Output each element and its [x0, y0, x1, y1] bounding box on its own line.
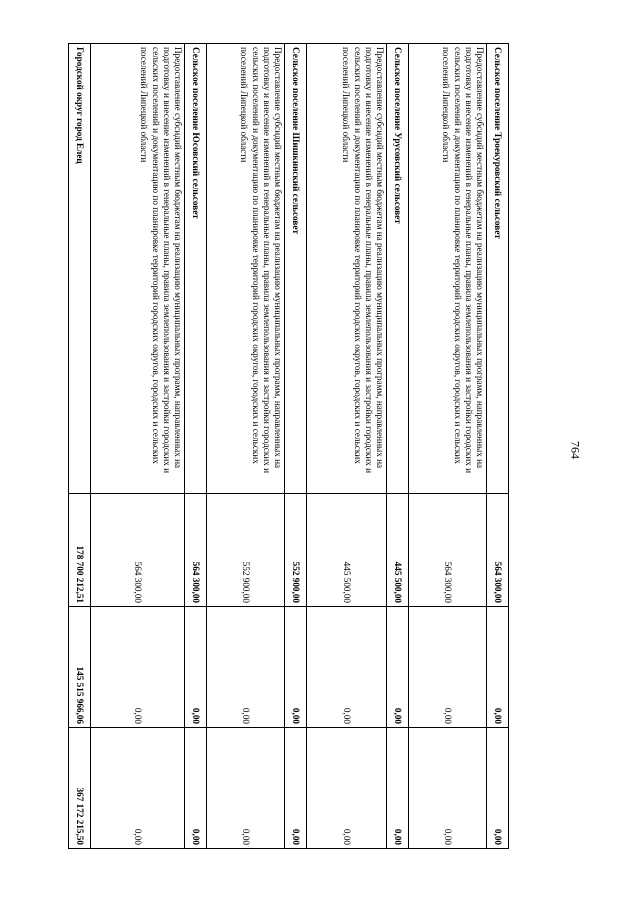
table-row-troekurovsky-detail — [409, 44, 487, 849]
row-value-3: 0,00 — [307, 728, 387, 849]
row-name: Сельское поселение Троекуровский сельсовет — [487, 44, 509, 494]
rotated-table-wrapper — [69, 43, 509, 848]
row-value-1: 552 900,00 — [285, 494, 307, 607]
table-row-shishkinsky — [285, 44, 307, 849]
row-value-3: 0,00 — [207, 728, 285, 849]
row-value-3: 0,00 — [387, 728, 409, 849]
row-value-2: 0,00 — [409, 607, 487, 728]
table-row-urusovsky-detail — [307, 44, 387, 849]
row-name: Сельское поселение Юсовский сельсовет — [185, 44, 207, 494]
table-row-yusovsky — [185, 44, 207, 849]
row-value-1: 564 300,00 — [91, 494, 185, 607]
row-value-1: 445 500,00 — [387, 494, 409, 607]
row-name: Сельское поселение Урусовский сельсовет — [387, 44, 409, 494]
row-value-2: 145 515 966,06 — [69, 607, 91, 728]
row-value-3: 0,00 — [487, 728, 509, 849]
table-row-troekurovsky — [487, 44, 509, 849]
row-value-2: 0,00 — [285, 607, 307, 728]
page-number: 764 — [568, 441, 583, 459]
row-name: Городской округ город Елец — [69, 44, 91, 494]
row-value-2: 0,00 — [307, 607, 387, 728]
row-value-1: 564 300,00 — [487, 494, 509, 607]
table-rotation-frame — [69, 43, 509, 848]
table-row-elets-total — [69, 44, 91, 849]
row-value-2: 0,00 — [91, 607, 185, 728]
row-value-2: 0,00 — [207, 607, 285, 728]
row-name: Предоставление субсидий местным бюджетам на реализацию муниципальных программ, направленных на подготовку и внесение изменений в генеральные планы, правила землепользования и застройки городских и сельских поселений и документацию по планировке территорий городских округов, городских и сельских поселений Липецкой области — [307, 44, 387, 494]
row-name: Сельское поселение Шишкинский сельсовет — [285, 44, 307, 494]
table-row-yusovsky-detail — [91, 44, 185, 849]
budget-table — [68, 43, 509, 849]
row-name: Предоставление субсидий местным бюджетам на реализацию муниципальных программ, направленных на подготовку и внесение изменений в генеральные планы, правила землепользования и застройки городских и сельских поселений и документацию по планировке территорий городских округов, городских и сельских поселений Липецкой области — [207, 44, 285, 494]
row-name: Предоставление субсидий местным бюджетам на реализацию муниципальных программ, направленных на подготовку и внесение изменений в генеральные планы, правила землепользования и застройки городских и сельских поселений и документацию по планировке территорий городских округов, городских и сельских поселений Липецкой области — [91, 44, 185, 494]
table-row-shishkinsky-detail — [207, 44, 285, 849]
row-value-1: 564 300,00 — [409, 494, 487, 607]
row-value-3: 367 172 215,50 — [69, 728, 91, 849]
row-value-3: 0,00 — [185, 728, 207, 849]
row-value-3: 0,00 — [285, 728, 307, 849]
row-value-1: 445 500,00 — [307, 494, 387, 607]
row-value-2: 0,00 — [185, 607, 207, 728]
row-value-1: 552 900,00 — [207, 494, 285, 607]
row-value-3: 0,00 — [409, 728, 487, 849]
table-row-urusovsky — [387, 44, 409, 849]
row-value-2: 0,00 — [387, 607, 409, 728]
row-value-2: 0,00 — [487, 607, 509, 728]
row-value-1: 564 300,00 — [185, 494, 207, 607]
row-value-3: 0,00 — [91, 728, 185, 849]
row-value-1: 178 700 212,51 — [69, 494, 91, 607]
row-name: Предоставление субсидий местным бюджетам на реализацию муниципальных программ, направленных на подготовку и внесение изменений в генеральные планы, правила землепользования и застройки городских и сельских поселений и документацию по планировке территорий городских округов, городских и сельских поселений Липецкой области — [409, 44, 487, 494]
